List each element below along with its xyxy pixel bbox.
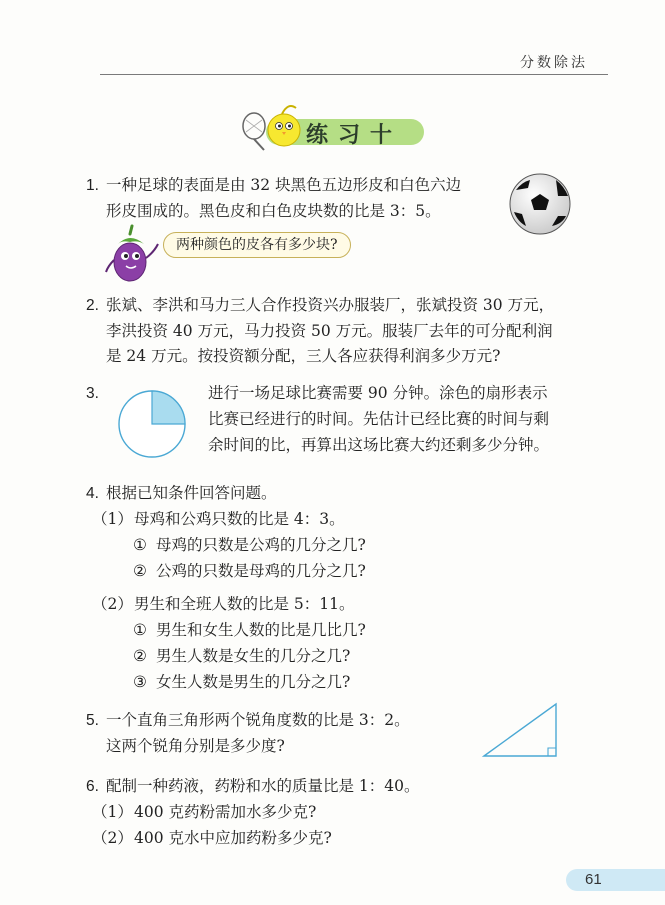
pie-shaded-sector bbox=[152, 391, 185, 424]
sub-mark: ① bbox=[133, 621, 147, 639]
sub-mark: ① bbox=[133, 536, 147, 554]
problem-5-line-1: 一个直角三角形两个锐角度数的比是 3：2。 bbox=[106, 711, 410, 729]
soccer-ball-icon bbox=[508, 172, 572, 236]
problem-6-number: 6. bbox=[86, 778, 99, 795]
problem-4-title: 根据已知条件回答问题。 bbox=[106, 484, 277, 502]
problem-4-part-2-label: （2） bbox=[92, 595, 133, 613]
chick-racket-icon bbox=[238, 98, 308, 153]
sub-question: 母鸡的只数是公鸡的几分之几? bbox=[156, 536, 366, 554]
problem-6-part-1-label: （1） bbox=[92, 803, 133, 821]
header-rule bbox=[100, 74, 608, 75]
sub-mark: ② bbox=[133, 562, 147, 580]
hint-bubble: 两种颜色的皮各有多少块? bbox=[163, 232, 351, 258]
problem-4-part-1-label: （1） bbox=[92, 510, 133, 528]
problem-4-part-2-text: 男生和全班人数的比是 5：11。 bbox=[134, 595, 355, 613]
problem-2-line-1: 张斌、李洪和马力三人合作投资兴办服装厂，张斌投资 30 万元， bbox=[106, 296, 555, 314]
problem-2-line-3: 是 24 万元。按投资额分配，三人各应获得利润多少万元? bbox=[106, 347, 501, 365]
chapter-title: 分数除法 bbox=[520, 55, 588, 71]
page-number-tab bbox=[566, 869, 665, 891]
sub-mark: ③ bbox=[133, 673, 147, 691]
eggplant-mascot-icon bbox=[100, 222, 164, 284]
problem-3-line-1: 进行一场足球比赛需要 90 分钟。涂色的扇形表示 bbox=[208, 384, 548, 402]
sub-mark: ② bbox=[133, 647, 147, 665]
problem-4-part-1-text: 母鸡和公鸡只数的比是 4：3。 bbox=[134, 510, 345, 528]
problem-1-line-2: 形皮围成的。黑色皮和白色皮块数的比是 3：5。 bbox=[106, 202, 441, 220]
sub-question: 男生人数是女生的几分之几? bbox=[156, 647, 351, 665]
problem-6-title: 配制一种药液，药粉和水的质量比是 1：40。 bbox=[106, 777, 420, 795]
problem-1-line-1: 一种足球的表面是由 32 块黑色五边形皮和白色六边 bbox=[106, 176, 462, 194]
problem-6-part-2-label: （2） bbox=[92, 829, 133, 847]
problem-2-number: 2. bbox=[86, 297, 99, 314]
problem-1-number: 1. bbox=[86, 177, 99, 194]
pie-chart bbox=[116, 388, 188, 460]
problem-3-number: 3. bbox=[86, 385, 99, 402]
sub-question: 男生和女生人数的比是几比几? bbox=[156, 621, 366, 639]
problem-4-number: 4. bbox=[86, 485, 99, 502]
exercise-title: 练习十 bbox=[306, 122, 403, 148]
sub-question: 公鸡的只数是母鸡的几分之几? bbox=[156, 562, 366, 580]
problem-3-line-3: 余时间的比，再算出这场比赛大约还剩多少分钟。 bbox=[208, 436, 550, 454]
problem-6-part-1-text: 400 克药粉需加水多少克? bbox=[134, 803, 317, 821]
problem-5-line-2: 这两个锐角分别是多少度? bbox=[106, 737, 285, 755]
sub-question: 女生人数是男生的几分之几? bbox=[156, 673, 351, 691]
problem-5-number: 5. bbox=[86, 712, 99, 729]
right-triangle-figure bbox=[480, 698, 562, 760]
page-number: 61 bbox=[585, 871, 602, 888]
problem-6-part-2-text: 400 克水中应加药粉多少克? bbox=[134, 829, 332, 847]
problem-2-line-2: 李洪投资 40 万元，马力投资 50 万元。服装厂去年的可分配利润 bbox=[106, 322, 553, 340]
problem-3-line-2: 比赛已经进行的时间。先估计已经比赛的时间与剩 bbox=[208, 410, 550, 428]
